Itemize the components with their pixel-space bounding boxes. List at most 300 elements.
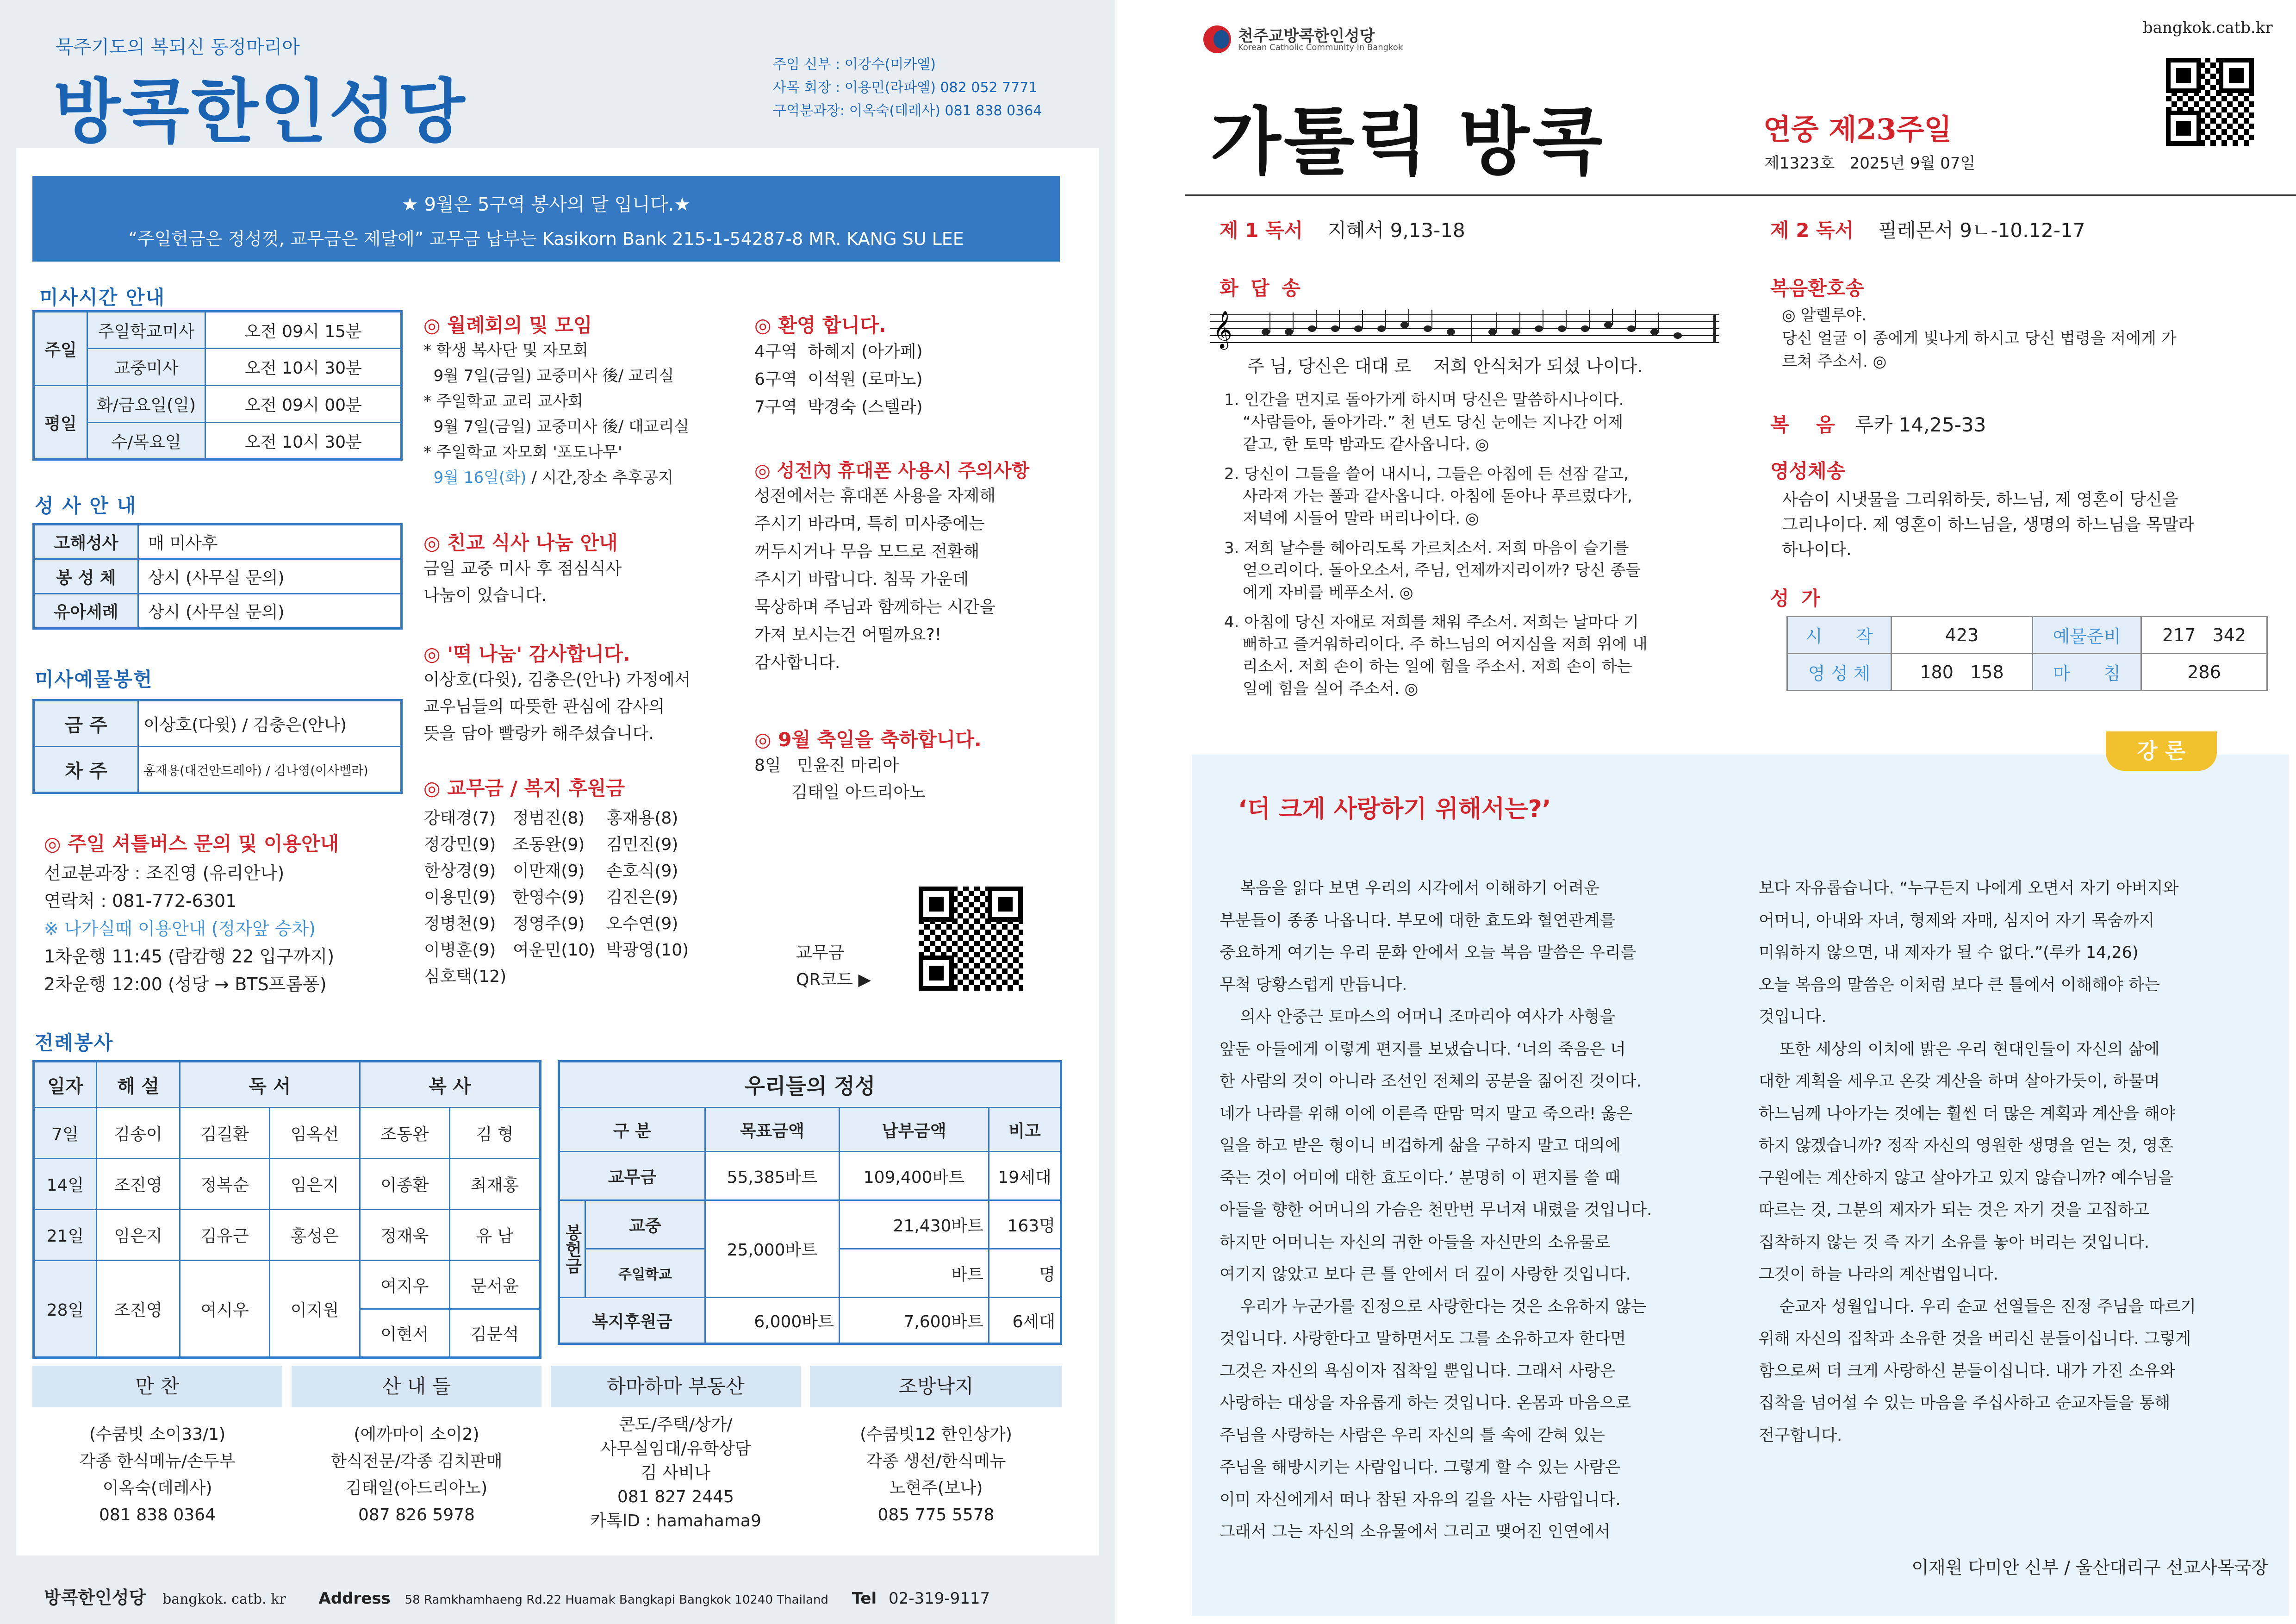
shuttle-note: ※ 나가실때 이용안내 (정자앞 승차)	[44, 918, 316, 939]
sermon-line: 미워하지 않으면, 내 제자가 될 수 없다.”(루카 14,26)	[1759, 943, 2139, 962]
banner-line2: “주일헌금은 정성껏, 교무금은 제달에” 교무금 납부는 Kasikorn Bank 215-1-54287-8 MR. KANG SU LEE	[128, 229, 964, 249]
meal-line: 금일 교중 미사 후 점심식사	[423, 559, 622, 578]
rice-cake-block	[423, 639, 747, 747]
ad-card	[292, 1366, 541, 1537]
hymn-label: 마 침	[2033, 654, 2141, 691]
dues-name: 정병천(9)	[424, 914, 496, 933]
liturgy-cell: 정재욱	[360, 1210, 449, 1261]
phone-line: 묵상하며 주님과 함께하는 시간을	[754, 598, 996, 617]
qr-finder	[988, 887, 1023, 922]
offering-label: 주일학교	[585, 1249, 705, 1298]
offering-cell: 163명	[989, 1200, 1061, 1249]
right-page	[1185, 0, 2296, 1624]
welcome-line: 4구역 하혜지 (아가페)	[754, 342, 923, 361]
shuttle-run: 2차운행 12:00 (성당 → BTS프롬퐁)	[44, 974, 327, 994]
liturgy-date: 14일	[34, 1159, 97, 1210]
qr-finder	[2166, 58, 2201, 93]
rice-cake-title: ◎ '떡 나눔' 감사합니다.	[423, 643, 630, 665]
footer-address-label: Address	[318, 1589, 391, 1608]
liturgy-cell: 임은지	[97, 1210, 180, 1261]
sermon-line: 한 사람의 것이 아니라 조선인 전체의 공분을 짊어진 것이다.	[1220, 1072, 1642, 1091]
org-name-en: Korean Catholic Community in Bangkok	[1238, 43, 1403, 52]
sermon-line: 무척 당황스럽게 만듭니다.	[1220, 975, 1407, 994]
mass-name: 화/금요일(일)	[87, 386, 205, 423]
notice-banner	[32, 176, 1060, 262]
ad-body	[551, 1413, 801, 1533]
sermon-line: 앞둔 아들에게 이렇게 편지를 보냈습니다. ‘너의 죽음은 너	[1220, 1040, 1626, 1059]
org-name: 천주교방콕한인성당	[1238, 27, 1375, 45]
welcome-title: ◎ 환영 합니다.	[754, 314, 886, 337]
psalm-music-staff	[1210, 308, 1719, 352]
phone-line: 가져 보시는건 어떨까요?!	[754, 625, 942, 644]
ad-line: 이옥숙(데레사)	[102, 1479, 212, 1498]
phone-line: 주시기 바라며, 특히 미사중에는	[754, 514, 985, 533]
psalm-verse	[1224, 611, 1726, 700]
sermon-line: 위해 자신의 집착과 소유한 것을 버리신 분들이십니다. 그렇게	[1759, 1330, 2191, 1348]
dues-qr-code[interactable]	[919, 887, 1023, 991]
feast-line: 김태일 아드리아노	[754, 783, 926, 802]
dues-name: 김진은(9)	[606, 888, 678, 907]
meetings-line	[423, 465, 747, 491]
meetings-line: * 학생 복사단 및 자모회	[423, 341, 588, 360]
liturgy-date: 7일	[34, 1108, 97, 1159]
sermon-line: 죽는 것이 어미에 대한 효도이다.’ 분명히 이 편지를 쓸 때	[1220, 1168, 1621, 1187]
banner-line1: ★ 9월은 5구역 봉사의 달 입니다.★	[402, 194, 691, 215]
dues-name: 오수연(9)	[606, 914, 678, 933]
psalm-refrain: 주 님, 당신은 대대 로 저희 안식처가 되셨 나이다.	[1247, 356, 1643, 376]
sermon-line: 것입니다.	[1759, 1008, 1827, 1026]
welcome-line: 7구역 박경숙 (스텔라)	[754, 398, 923, 417]
reading2-label: 제 2 독서	[1770, 219, 1854, 242]
sermon-column-2	[1759, 873, 2268, 1452]
offering-header: 납부금액	[839, 1108, 989, 1152]
ad-line: (에까마이 소이2)	[354, 1425, 479, 1444]
reading2	[1770, 215, 2085, 243]
liturgy-cell: 홍성은	[270, 1210, 360, 1261]
ad-line: 카톡ID : hamahama9	[590, 1512, 761, 1530]
sacrament-section-title: 성 사 안 내	[35, 494, 137, 517]
offering-label: 복지후원금	[559, 1298, 705, 1344]
sermon-line: 구원에는 계산하지 않고 살아가고 있지 않습니까? 예수님을	[1759, 1168, 2174, 1187]
ad-card	[32, 1366, 282, 1537]
left-page	[0, 0, 1115, 1624]
liturgy-cell: 김유근	[180, 1210, 270, 1261]
rice-cake-line: 이상호(다윗), 김충은(안나) 가정에서	[423, 670, 691, 689]
sermon-line: 순교자 성월입니다. 우리 순교 선열들은 진정 주님을 따르기	[1759, 1297, 2196, 1316]
communion-line: 사슴이 시냇물을 그리워하듯, 하느님, 제 영혼이 당신을	[1782, 490, 2178, 509]
mass-group-sunday: 주일	[34, 312, 87, 386]
sermon-line: 것입니다. 사랑한다고 말하면서도 그를 소유하고자 한다면	[1220, 1330, 1626, 1348]
footer-address: 58 Ramkhamhaeng Rd.22 Huamak Bangkapi Bangkok 10240 Thailand	[404, 1593, 828, 1607]
dues-names	[423, 804, 689, 988]
liturgy-cell: 여시우	[180, 1261, 270, 1358]
dues-name: 조동완(9)	[513, 835, 585, 854]
offering-cell: 바트	[839, 1249, 989, 1298]
liturgy-cell: 정복순	[180, 1159, 270, 1210]
ad-card	[551, 1366, 801, 1537]
ad-title: 조방낙지	[810, 1366, 1062, 1407]
liturgy-cell: 김문석	[449, 1309, 540, 1358]
gospel-ref: 루카 14,25-33	[1855, 413, 1986, 436]
sacrament-info: 상시 (사무실 문의)	[138, 594, 402, 629]
offering-header: 목표금액	[705, 1108, 839, 1152]
ad-line: 각종 생선/한식메뉴	[866, 1452, 1006, 1471]
meetings-line: 9월 7일(금일) 교중미사 後/ 교리실	[423, 367, 674, 385]
ad-line: 콘도/주택/상가/	[619, 1415, 733, 1434]
mass-time: 오전 09시 15분	[205, 312, 402, 349]
gospel-label: 복 음	[1770, 413, 1835, 436]
dues-name: 손호식(9)	[606, 862, 678, 881]
liturgy-cell: 김길환	[180, 1108, 270, 1159]
meal-line: 나눔이 있습니다.	[423, 586, 547, 605]
staff-chair: 사목 회장 : 이용민(라파엘) 082 052 7771	[773, 80, 1038, 96]
psalm-verses	[1224, 389, 1726, 700]
header-rule	[1185, 194, 2296, 196]
hymn-number: 180 158	[1892, 654, 2033, 691]
staff-district: 구역분과장: 이옥숙(데레사) 081 838 0364	[773, 103, 1042, 119]
offering-label: 교중	[585, 1200, 705, 1249]
sermon-line: 일을 하고 받은 형이니 비겁하게 삶을 구하지 말고 대의에	[1220, 1137, 1621, 1155]
feast-line: 8일 민윤진 마리아	[754, 756, 899, 775]
sermon-line: 집착하지 않는 것 즉 자기 소유를 놓아 버리는 것입니다.	[1759, 1233, 2149, 1252]
hymns-table	[1786, 616, 2268, 691]
gospel	[1770, 410, 1986, 437]
issue-info: 제1323호 2025년 9월 07일	[1764, 154, 1976, 173]
dues-name: 정영주(9)	[513, 914, 585, 933]
qr-finder	[2166, 111, 2201, 146]
liturgy-cell: 조동완	[360, 1108, 449, 1159]
footer-tel: 02-319-9117	[888, 1589, 990, 1608]
shuttle-run: 1차운행 11:45 (람캄행 22 입구까지)	[44, 946, 335, 967]
dues-title: ◎ 교무금 / 복지 후원금	[423, 777, 625, 800]
liturgy-cell: 임은지	[270, 1159, 360, 1210]
sermon-title: ‘더 크게 사랑하기 위해서는?’	[1238, 795, 1551, 823]
sermon-line: 그래서 그는 자신의 소유물에서 그리고 맺어진 인연에서	[1220, 1523, 1611, 1541]
verse-line: 저녁에 시들어 말라 버리나이다. ◎	[1243, 509, 1479, 528]
ad-line: (수쿰빗12 한인상가)	[860, 1425, 1012, 1444]
qr-label-line: QR코드 ▶	[796, 970, 871, 989]
qr-label-line: 교무금	[796, 943, 845, 962]
offering-table	[558, 1060, 1062, 1345]
phone-block	[754, 456, 1088, 677]
sermon-line: 중요하게 여기는 우리 문화 안에서 오늘 복음 말씀은 우리를	[1220, 943, 1636, 962]
dues-name: 박광영(10)	[606, 941, 689, 960]
hymn-number: 286	[2141, 654, 2267, 691]
mass-name: 교중미사	[87, 349, 205, 386]
phone-line: 감사합니다.	[754, 653, 840, 672]
qr-finder	[919, 887, 954, 922]
phone-line: 성전에서는 휴대폰 사용을 자제해	[754, 487, 996, 506]
dues-name: 이병훈(9)	[424, 941, 496, 960]
meetings-title: ◎ 월례회의 및 모임	[423, 314, 592, 337]
rice-cake-line: 뜻을 담아 빨랑카 해주셨습니다.	[423, 724, 654, 743]
bulletin-title: 가톨릭 방콕	[1210, 100, 1606, 185]
ad-line: 사무실임대/유학상담	[600, 1439, 751, 1458]
reading1-ref: 지혜서 9,13-18	[1327, 219, 1465, 242]
qr-finder	[2219, 58, 2254, 93]
sermon-line: 주님을 해방시키는 사람입니다. 그렇게 할 수 있는 사람은	[1220, 1458, 1621, 1477]
sermon-line: 부분들이 종종 나옵니다. 부모에 대한 효도와 혈연관계를	[1220, 911, 1616, 930]
sermon-line: 우리가 누군가를 진정으로 사랑한다는 것은 소유하지 않는	[1220, 1297, 1647, 1316]
communion-line: 그리나이다. 제 영혼이 하느님을, 생명의 하느님을 목말라	[1782, 515, 2195, 534]
verse-line: 4. 아침에 당신 자애로 저희를 채워 주소서. 저희는 날마다 기	[1224, 613, 1639, 631]
liturgy-cell: 조진영	[97, 1261, 180, 1358]
feast-block	[754, 725, 1088, 806]
offering-bongheon-label: 봉헌금	[559, 1200, 585, 1298]
dues-name: 홍재용(8)	[606, 809, 678, 828]
ad-body	[810, 1421, 1062, 1529]
meetings-date: 9월 16일(화)	[433, 468, 527, 487]
rice-cake-line: 교우님들의 따뜻한 관심에 감사의	[423, 697, 665, 716]
sermon-author: 이재원 다미안 신부 / 울산대리구 선교사목국장	[1911, 1557, 2268, 1578]
sermon-line: 전구합니다.	[1759, 1426, 1842, 1445]
mass-name: 주일학교미사	[87, 312, 205, 349]
sermon-line: 하지만 어머니는 자신의 귀한 아들을 자신만의 소유물로	[1220, 1233, 1611, 1252]
staff-list	[773, 53, 1042, 123]
mass-name: 수/목요일	[87, 423, 205, 460]
liturgy-cell: 이종환	[360, 1159, 449, 1210]
flowers-value: 홍재용(대건안드레아) / 김나영(이사벨라)	[138, 747, 402, 793]
offering-header: 구 분	[559, 1108, 705, 1152]
ad-line: 081 838 0364	[99, 1505, 216, 1524]
communion-block	[1770, 456, 2279, 562]
reading1-label: 제 1 독서	[1220, 219, 1303, 242]
offering-cell: 명	[989, 1249, 1061, 1298]
offering-cell: 6세대	[989, 1298, 1061, 1344]
liturgy-header: 복 사	[360, 1062, 540, 1108]
meetings-line: 9월 7일(금일) 교중미사 後/ 대교리실	[423, 418, 690, 436]
liturgy-cell: 임옥선	[270, 1108, 360, 1159]
dues-block	[423, 773, 771, 988]
flowers-label: 차 주	[34, 747, 138, 793]
sacrament-table	[32, 523, 403, 630]
shuttle-block	[44, 829, 414, 998]
footer-tel-label: Tel	[852, 1589, 877, 1608]
ad-title: 산 내 들	[292, 1366, 541, 1407]
hymn-label: 영 성 체	[1787, 654, 1892, 691]
mass-section-title: 미사시간 안내	[39, 286, 166, 309]
sermon-line: 또한 세상의 이치에 밝은 우리 현대인들이 자신의 삶에	[1759, 1040, 2160, 1059]
dues-name: 한영수(9)	[513, 888, 585, 907]
church-title: 방콕한인성당	[53, 72, 467, 152]
sermon-line: 의사 안중근 토마스의 어머니 조마리아 여사가 사형을	[1220, 1008, 1616, 1026]
ad-body	[32, 1421, 282, 1529]
meetings-block	[423, 310, 747, 491]
sermon-line: 하지 않겠습니까? 정작 자신의 영원한 생명을 얻는 것, 영혼	[1759, 1137, 2174, 1155]
verse-line: 3. 저희 날수를 헤아리도록 가르치소서. 저희 마음이 슬기를	[1224, 539, 1629, 557]
footer-url[interactable]: bangkok. catb. kr	[162, 1591, 286, 1607]
dues-name: 한상경(9)	[424, 862, 496, 881]
dues-name: 정강민(9)	[424, 835, 496, 854]
dues-name: 이만재(9)	[513, 862, 585, 881]
mass-time: 오전 10시 30분	[205, 349, 402, 386]
welcome-block	[754, 310, 1078, 421]
sermon-line: 집착을 넘어설 수 있는 마음을 주십사하고 순교자들을 통해	[1759, 1394, 2171, 1412]
sermon-line: 아들을 향한 어머니의 가슴은 천만번 무너져 내렸을 것입니다.	[1220, 1201, 1652, 1219]
site-qr-code[interactable]	[2166, 58, 2254, 146]
verse-line: 같고, 한 토막 밤과도 같사옵니다. ◎	[1243, 435, 1489, 454]
liturgy-cell: 김송이	[97, 1108, 180, 1159]
verse-line: 일에 힘을 실어 주소서. ◎	[1243, 680, 1419, 698]
flowers-table	[32, 699, 403, 794]
liturgy-cell: 조진영	[97, 1159, 180, 1210]
qr-label	[796, 940, 871, 993]
reading2-ref: 필레몬서 9ㄴ-10.12-17	[1878, 219, 2085, 242]
svg-text:𝄞: 𝄞	[1213, 310, 1232, 348]
meetings-line: * 주일학교 자모회 '포도나무'	[423, 443, 622, 462]
staff-priest: 주임 신부 : 이강수(미카엘)	[773, 56, 936, 73]
liturgy-header: 일자	[34, 1062, 97, 1108]
communion-line: 하나이다.	[1782, 540, 1852, 559]
meal-title: ◎ 친교 식사 나눔 안내	[423, 531, 618, 554]
alleluia-line: 당신 얼굴 이 종에게 빛나게 하시고 당신 법령을 저에게 가	[1782, 329, 2177, 348]
hymn-label: 시 작	[1787, 617, 1892, 654]
liturgy-cell: 최재홍	[449, 1159, 540, 1210]
ad-line: (수쿰빗 소이33/1)	[89, 1425, 226, 1444]
dues-name: 강태경(7)	[424, 809, 496, 828]
site-url[interactable]: bangkok.catb.kr	[2143, 19, 2273, 37]
verse-line: 2. 당신이 그들을 쓸어 내시니, 그들은 아침에 든 선잠 같고,	[1224, 465, 1629, 483]
shuttle-title: ◎ 주일 셔틀버스 문의 및 이용안내	[44, 832, 339, 855]
liturgy-date: 28일	[34, 1261, 97, 1358]
hymn-number: 217 342	[2141, 617, 2267, 654]
ad-title: 하마하마 부동산	[551, 1366, 801, 1407]
ad-line: 한식전문/각종 김치판매	[330, 1452, 503, 1471]
offering-cell: 25,000바트	[705, 1200, 839, 1298]
flowers-section-title: 미사예물봉헌	[35, 668, 153, 691]
verse-line: 얻으리이다. 돌아오소서, 주님, 언제까지리이까? 당신 종들	[1243, 561, 1641, 580]
shuttle-line: 선교분과장 : 조진영 (유리안나)	[44, 863, 285, 883]
dues-name: 김민진(9)	[606, 835, 678, 854]
mass-table	[32, 310, 403, 461]
meetings-line: * 주일학교 교리 교사회	[423, 392, 584, 411]
sermon-tag: 강 론	[2106, 731, 2217, 771]
offering-header: 비고	[989, 1108, 1061, 1152]
sermon-line: 주님을 사랑하는 사람은 우리 자신의 틀 속에 갇혀 있는	[1220, 1426, 1605, 1445]
ad-line: 노현주(보나)	[889, 1479, 983, 1498]
liturgy-cell: 이지원	[270, 1261, 360, 1358]
verse-line: 리소서. 저희 손이 하는 일에 힘을 주소서. 저희 손이 하는	[1243, 657, 1632, 676]
ad-line: 081 827 2445	[617, 1487, 734, 1506]
offering-cell: 21,430바트	[839, 1200, 989, 1249]
sermon-line: 네가 나라를 위해 이에 이른즉 딴맘 먹지 말고 죽으라! 옳은	[1220, 1104, 1632, 1123]
offering-cell: 19세대	[989, 1152, 1061, 1200]
psalm-verse	[1224, 389, 1726, 456]
sacrament-info: 상시 (사무실 문의)	[138, 559, 402, 594]
sermon-line: 이미 자신에게서 떠나 참된 자유의 길을 사는 사람입니다.	[1220, 1490, 1621, 1509]
alleluia-line: 르쳐 주소서. ◎	[1782, 352, 1887, 371]
liturgy-section-title: 전례봉사	[35, 1031, 114, 1054]
liturgy-cell: 유 남	[449, 1210, 540, 1261]
hymns-label: 성 가	[1770, 587, 1823, 610]
mass-time: 오전 09시 00분	[205, 386, 402, 423]
offering-title: 우리들의 정성	[559, 1062, 1061, 1108]
sacrament-name: 봉 성 체	[34, 559, 138, 594]
mass-group-weekday: 평일	[34, 386, 87, 460]
sermon-line: 사랑하는 대상을 자유롭게 하는 것입니다. 온몸과 마음으로	[1220, 1394, 1631, 1412]
welcome-line: 6구역 이석원 (로마노)	[754, 370, 923, 389]
dues-name: 이용민(9)	[424, 888, 496, 907]
ad-body	[292, 1421, 541, 1529]
dues-name: 정범진(8)	[513, 809, 585, 828]
meetings-rest: / 시간,장소 추후공지	[526, 468, 673, 487]
dues-name: 여운민(10)	[513, 941, 596, 960]
liturgy-header: 독 서	[180, 1062, 360, 1108]
feast-title: ◎ 9월 축일을 축하합니다.	[754, 728, 982, 751]
hymn-number: 423	[1892, 617, 2033, 654]
verse-line: 사라져 가는 풀과 같사옵니다. 아침에 돋아나 푸르렀다가,	[1243, 487, 1632, 506]
psalm-verse	[1224, 537, 1726, 604]
phone-line: 꺼두시거나 무음 모드로 전환해	[754, 542, 980, 561]
sermon-line: 하느님께 나아가는 것에는 훨씬 더 많은 계획과 계산을 해야	[1759, 1104, 2176, 1123]
verse-line: “사람들아, 돌아가라.” 천 년도 당신 눈에는 지나간 어제	[1243, 413, 1624, 431]
sermon-line: 그것은 자신의 욕심이자 집착일 뿐입니다. 그래서 사랑은	[1220, 1362, 1616, 1380]
ad-title: 만 찬	[32, 1366, 282, 1407]
verse-line: 에게 자비를 베푸소서. ◎	[1243, 583, 1413, 602]
liturgy-date: 21일	[34, 1210, 97, 1261]
alleluia-block	[1770, 273, 2279, 373]
sacrament-info: 매 미사후	[138, 525, 402, 559]
psalm-verse	[1224, 463, 1726, 530]
dues-name: 심호택(12)	[424, 967, 507, 986]
liturgy-cell: 이현서	[360, 1309, 449, 1358]
reading1	[1220, 215, 1465, 243]
offering-cell: 7,600바트	[839, 1298, 989, 1344]
verse-line: 뻐하고 즐거워하리이다. 주 하느님의 어지심을 저희 위에 내	[1243, 635, 1648, 654]
sermon-line: 복음을 읽다 보면 우리의 시각에서 이해하기 어려운	[1220, 879, 1600, 898]
sermon-line: 그것이 하늘 나라의 계산법입니다.	[1759, 1265, 1998, 1284]
shuttle-line: 연락처 : 081-772-6301	[44, 891, 237, 911]
alleluia-label: 복음환호송	[1770, 277, 1864, 300]
sermon-column-1	[1220, 873, 1733, 1549]
ad-line: 김태일(아드리아노)	[345, 1479, 488, 1498]
liturgy-cell: 문서윤	[449, 1261, 540, 1309]
phone-line: 주시기 바랍니다. 침묵 가운데	[754, 570, 969, 589]
liturgy-cell: 여지우	[360, 1261, 449, 1309]
mass-time: 오전 10시 30분	[205, 423, 402, 460]
qr-finder	[919, 956, 954, 991]
offering-cell: 109,400바트	[839, 1152, 989, 1200]
church-logo-inner	[1213, 30, 1229, 49]
liturgy-cell: 김 형	[449, 1108, 540, 1159]
sermon-line: 어머니, 아내와 자녀, 형제와 자매, 심지어 자기 목숨까지	[1759, 911, 2155, 930]
psalm-label: 화 답 송	[1220, 277, 1303, 300]
left-footer	[44, 1583, 990, 1609]
offering-cell: 55,385바트	[705, 1152, 839, 1200]
offering-cell: 6,000바트	[705, 1298, 839, 1344]
sermon-line: 보다 자유롭습니다. “누구든지 나에게 오면서 자기 아버지와	[1759, 879, 2179, 898]
sermon-line: 여기지 않았고 보다 큰 틀 안에서 더 깊이 사랑한 것입니다.	[1220, 1265, 1631, 1284]
verse-line: 1. 인간을 먼지로 돌아가게 하시며 당신은 말씀하시나이다.	[1224, 391, 1624, 409]
ad-line: 087 826 5978	[358, 1505, 475, 1524]
ad-line: 085 775 5578	[877, 1505, 995, 1524]
meal-block	[423, 528, 747, 609]
communion-label: 영성체송	[1770, 460, 1846, 482]
liturgy-table	[32, 1060, 541, 1359]
church-subtitle: 묵주기도의 복되신 동정마리아	[56, 37, 300, 58]
sacrament-name: 고해성사	[34, 525, 138, 559]
sermon-line: 함으로써 더 크게 사랑하신 분들이십니다. 내가 가진 소유와	[1759, 1362, 2176, 1380]
alleluia-line: ◎ 알렐루야.	[1782, 306, 1867, 325]
ad-line: 각종 한식메뉴/손두부	[79, 1452, 236, 1471]
sunday-name: 연중 제23주일	[1763, 112, 1952, 146]
footer-name: 방콕한인성당	[44, 1587, 146, 1608]
sermon-line: 따르는 것, 그분의 제자가 되는 것은 자기 것을 고집하고	[1759, 1201, 2149, 1219]
liturgy-header: 해 설	[97, 1062, 180, 1108]
sermon-line: 오늘 복음의 말씀은 이처럼 보다 큰 틀에서 이해해야 하는	[1759, 975, 2160, 994]
phone-title: ◎ 성전內 휴대폰 사용시 주의사항	[754, 460, 1030, 481]
flowers-label: 금 주	[34, 700, 138, 747]
